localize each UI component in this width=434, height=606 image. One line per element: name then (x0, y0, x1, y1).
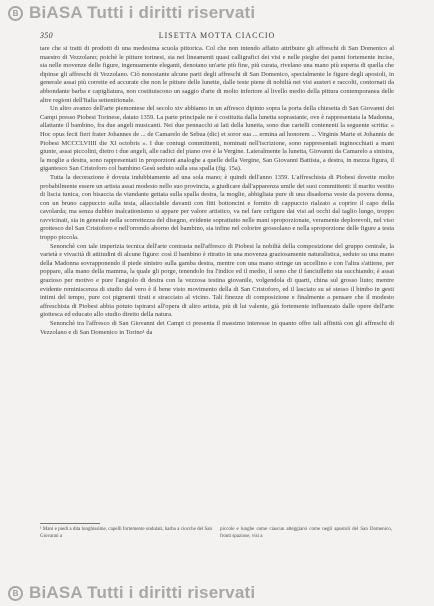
watermark-text: BiASA Tutti i diritti riservati (29, 3, 256, 22)
biasa-logo-icon: B (8, 586, 23, 601)
paragraph: Senonchè tra l'affresco di San Giovanni dei Campi ci presenta il massimo interesse in quanto offre tali affinità con gli affreschi di Vezzolano e di San Domenico in Torino¹ da (40, 320, 394, 336)
footnotes (40, 527, 394, 540)
paragraph: Senonchè con tale imperizia tecnica dell'arte contrasta nell'affresco di Piobesi la nobiltà della composizione del gruppo centrale, la varietà e vivacità di attitudini di alcune figure: così il bambino è ritratto in una movenza graziosamente naturalistica, seduto su una mano della Madonna sovrapponendo il piede sinistro sulla gamba destra, mentre con una mano stringe un uccellino e con l'altra s'attiene, per poppare, alla mano della mamma, la quale gli porge, tenendolo fra l'indice ed il medio, il seno che il fanciulletto sta succhiando; è assai grazioso per motivo e pure l'angiolo di destra con la vezzosa testina giovanile, volgendola di quarti, china sul grosso liuto; mentre evidente reminiscenza di studio dal vero è il bene visto movimento della di San Cristoforo, ed il lasciato su sé stesso il bimbo in gesti intimi del tempo, pure coi pigmenti tirati e stracciato al vicino. Tali finezze di composizione e finalmente a pensare che il modesto affreschista di Piobesi abbia potuto ispirarsi all'opera di altro artista, più di lui valente, già fortemente influenzato dalle opere dell'arte giottesca ed educato allo studio diretto della natura. (40, 242, 394, 319)
paragraph: Un altro avanzo dell'arte piemontese del secolo xiv abbiamo in un affresco dipinto sopra la porta della chiesetta di San Giovanni dei Campi presso Piobesi Torinese, datato 1359. La parte principale ne è costituita dalla lunetta soprastante, ove è rappresentata la Madonna, allattante il bambino, fra due angeli musicanti. Nei due pennacchi ai lati della lunetta, sono due cartelli contenenti la seguente scritta: « Hoc opus fecit fieri frater Johannes de ... de Camarelo de Sebua (dic) et soror sua ... ermina ad honorem ... Virginis Marie et Johannis de Piobesi MCCCLVIIII die XI octobris ». I due coniugi committenti, nominati nell'iscrizione, sono rappresentati inginocchiati a mani giunte, assai piccolini, dietro i due angeli, alle radici del piano ove è la Vergine. Lateralmente la lunetta, Giovanni da Camarelo a sinistra, la moglie a destra, sono rappresentati in proporzioni analoghe a quelle della Vergine, San Giovanni Battista, a destra, in mezza figura, il gigantesco San Cristoforo col bambino Gesù seduto sulla sua spalla (fig. 15a). (40, 105, 394, 173)
biasa-logo-icon: B (8, 6, 23, 21)
paragraph: Tutta la decorazione è dovuta indubbiamente ad una sola mano; è quindi dell'anno 1359. L'affreschista di Piobesi dovette molto probabilmente essere un artista assai modesto nello suo provincia, a giudicare dall'apparenza umile dei suoi committenti: il marito vestito di liscia tunica, con bisaccia da viandante gettata sulla spalla destra, la moglie, abbigliata pure di una disadorna veste da povera donna, con un bruno cappuccio sulla testa, allacciabile davanti con fitti bottoncini e fornito di cappuccio rialzato a coprire il capo della cavolarda; ma senza dubbio inalcationismo si appare per valore artistico, va nel fare cefigure dai visi ad occhi dal taglio lungo, troppo ravvicinati, sia in generale nella scorrettezza del disegno, evidente soprattutto nelle mani sproporzionate, veramente deplorevoli, nel viso grottesco del San Cristoforo e nell'orrendo aborno del bambino, sia infine nel colorire grossolano e nella sproporzione delle figure a testa troppo piccola. (40, 173, 394, 242)
watermark-text: BiASA Tutti i diritti riservati (29, 583, 256, 602)
page-number: 350 (40, 31, 53, 40)
watermark-banner-top (0, 0, 434, 26)
page-header (40, 31, 394, 43)
running-title: LISETTA MOTTA CIACCIO (158, 31, 276, 40)
footnote-divider (40, 523, 100, 524)
body-text (40, 45, 394, 337)
paragraph: tare che si tratti di prodotti di una medesima scuola pittorica. Col che non intendo affatto attribuire gli affreschi di San Domenico al maestro di Vezzolano; poichè le pitture torinesi, sia nei lineamenti quasi calligrafici dei visi e nelle pieghe dei panni fortemente incise, sia nelle movenze delle figure, ingenuamente eleganti, denotano un'arte più fine, più curata, rivelano una mano più esperta di quella che dipinse gli affreschi di Vezzolano. Ciò nonostante alcune parti degli affreschi di San Domenico, specialmente le figure degli apostoli, in generale assai più corrette ed accurate che non le pitture delle lunette, dalle teste piene di nobiltà nei visi austeri e raccolti, contornati da abbondante barba e capigliatura, non costituiscono un saggio d'arte di molto inferiore al livello medio della pittura contemporanea delle altre regioni dell'Italia settentrionale. (40, 45, 394, 104)
footnote-right: piccole e lunghe come ciascun atteggiarsi come negli apostoli del San Domenico, fronti spaziose, visi a (220, 527, 392, 539)
watermark-banner-bottom (0, 580, 434, 606)
footnote-left: ¹ Mani e piedi a dita lunghissime, capelli fortemente ondulati, barba a ciocche del San Giovanni a (40, 527, 212, 539)
